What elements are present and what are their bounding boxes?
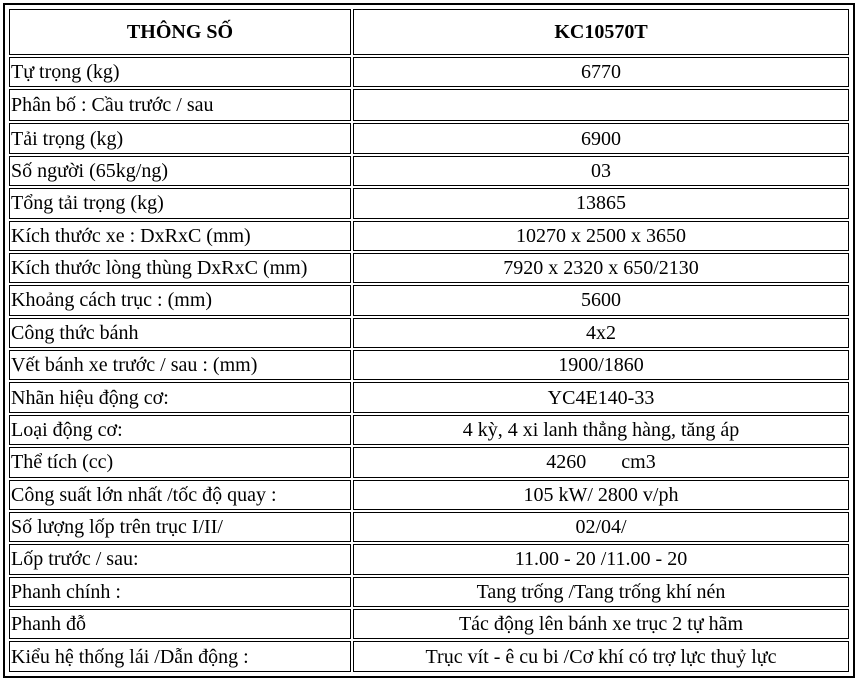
row-label: Kích thước lòng thùng DxRxC (mm) xyxy=(9,253,351,283)
table-row xyxy=(9,285,849,315)
row-label: Loại động cơ: xyxy=(9,415,351,445)
table-row xyxy=(9,641,849,672)
table-row xyxy=(9,544,849,574)
row-value: 03 xyxy=(353,156,849,186)
spec-table xyxy=(7,7,851,674)
row-value: 1900/1860 xyxy=(353,350,849,380)
row-value: 4260 cm3 xyxy=(353,447,849,477)
row-label: Phanh chính : xyxy=(9,577,351,607)
table-row xyxy=(9,415,849,445)
table-row xyxy=(9,188,849,218)
row-label: Tải trọng (kg) xyxy=(9,123,351,153)
row-label: Công thức bánh xyxy=(9,318,351,348)
row-value: 6900 xyxy=(353,123,849,153)
row-value: Trục vít - ê cu bi /Cơ khí có trợ lực thuỷ lực xyxy=(353,641,849,672)
table-row xyxy=(9,57,849,87)
spec-table-frame xyxy=(3,3,855,678)
row-label: Số người (65kg/ng) xyxy=(9,156,351,186)
row-label: Khoảng cách trục : (mm) xyxy=(9,285,351,315)
row-label: Kiểu hệ thống lái /Dẫn động : xyxy=(9,641,351,672)
row-label: Công suất lớn nhất /tốc độ quay : xyxy=(9,480,351,510)
table-row xyxy=(9,156,849,186)
row-value: YC4E140-33 xyxy=(353,382,849,412)
row-label: Tổng tải trọng (kg) xyxy=(9,188,351,218)
row-label: Phân bố : Cầu trước / sau xyxy=(9,89,351,121)
row-label: Lốp trước / sau: xyxy=(9,544,351,574)
table-header-row xyxy=(9,9,849,55)
table-row xyxy=(9,253,849,283)
table-row xyxy=(9,480,849,510)
row-label: Phanh đỗ xyxy=(9,609,351,639)
row-value: Tang trống /Tang trống khí nén xyxy=(353,577,849,607)
table-row xyxy=(9,512,849,542)
table-row xyxy=(9,123,849,153)
table-row xyxy=(9,609,849,639)
row-value: 6770 xyxy=(353,57,849,87)
row-label: Số lượng lốp trên trục I/II/ xyxy=(9,512,351,542)
table-row xyxy=(9,318,849,348)
row-value: 7920 x 2320 x 650/2130 xyxy=(353,253,849,283)
row-value: 105 kW/ 2800 v/ph xyxy=(353,480,849,510)
row-label: Thể tích (cc) xyxy=(9,447,351,477)
table-row xyxy=(9,350,849,380)
row-value: 5600 xyxy=(353,285,849,315)
table-row xyxy=(9,89,849,121)
row-value: 11.00 - 20 /11.00 - 20 xyxy=(353,544,849,574)
table-row xyxy=(9,382,849,412)
row-label: Vết bánh xe trước / sau : (mm) xyxy=(9,350,351,380)
row-value: Tác động lên bánh xe trục 2 tự hãm xyxy=(353,609,849,639)
row-label: Tự trọng (kg) xyxy=(9,57,351,87)
row-label: Nhãn hiệu động cơ: xyxy=(9,382,351,412)
row-value: 02/04/ xyxy=(353,512,849,542)
row-value: 4 kỳ, 4 xi lanh thẳng hàng, tăng áp xyxy=(353,415,849,445)
table-row xyxy=(9,221,849,251)
row-label: Kích thước xe : DxRxC (mm) xyxy=(9,221,351,251)
header-parameter: THÔNG SỐ xyxy=(9,9,351,55)
table-row xyxy=(9,447,849,477)
row-value: 13865 xyxy=(353,188,849,218)
row-value: 4x2 xyxy=(353,318,849,348)
row-value: 10270 x 2500 x 3650 xyxy=(353,221,849,251)
row-value xyxy=(353,89,849,121)
header-model: KC10570T xyxy=(353,9,849,55)
table-row xyxy=(9,577,849,607)
